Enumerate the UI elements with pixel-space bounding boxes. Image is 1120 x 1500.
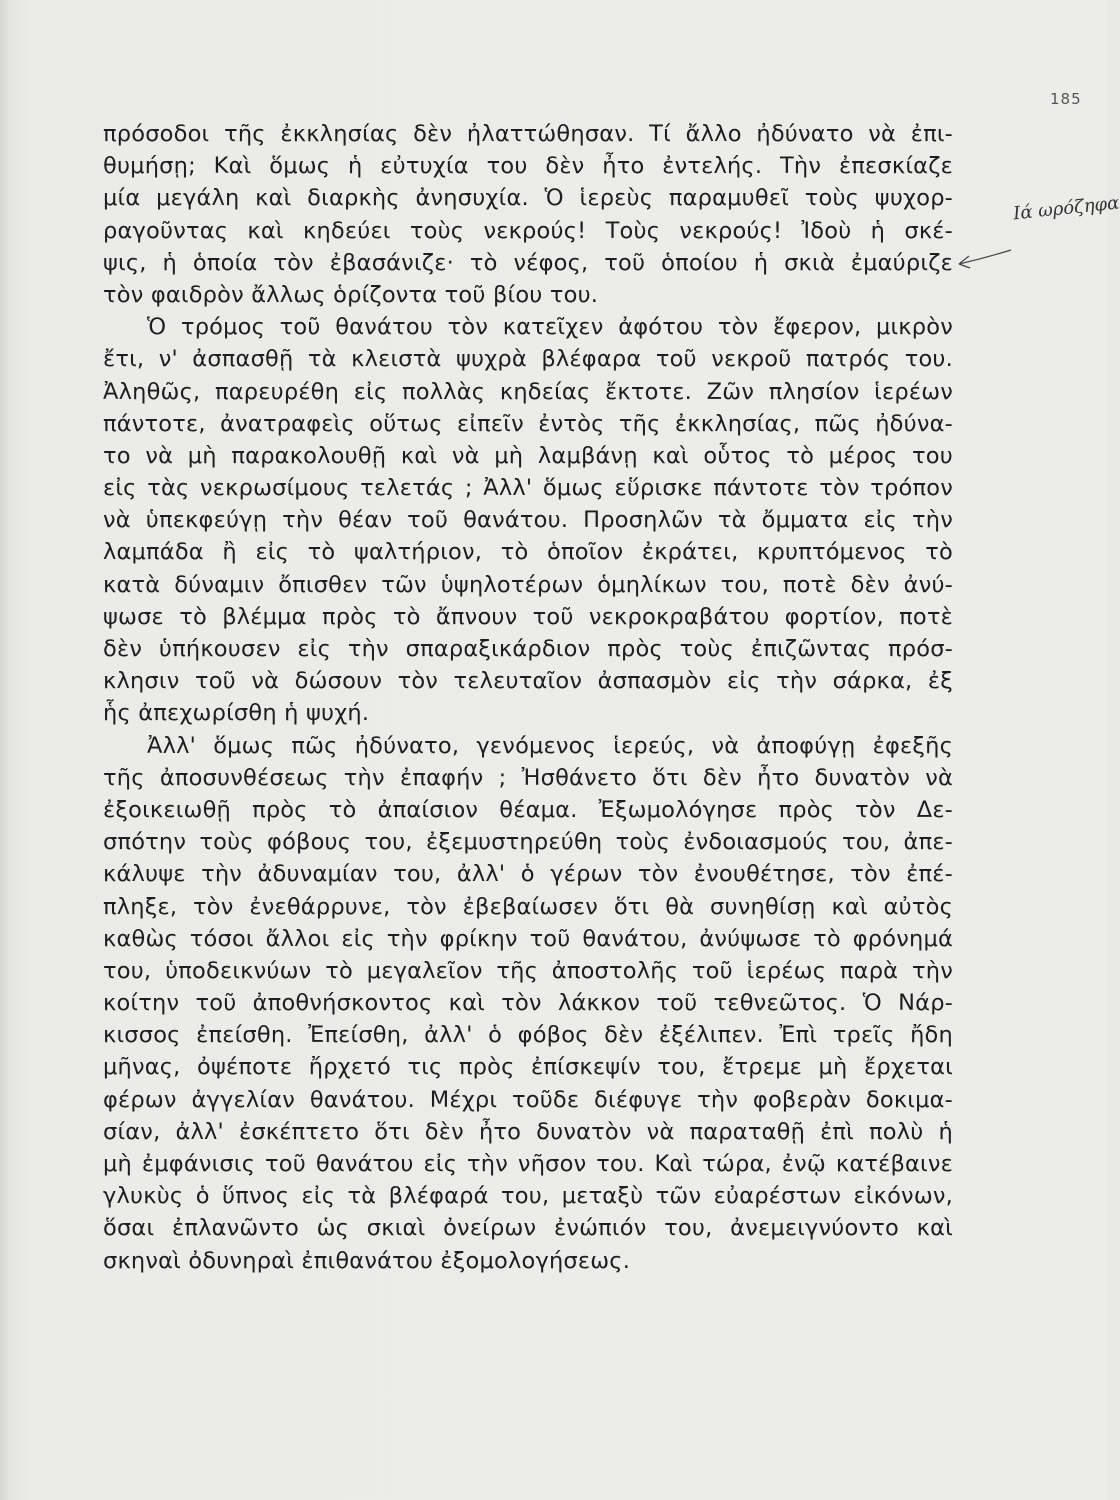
text-line: φέρων ἀγγελίαν θανάτου. Μέχρι τοῦδε διέφυγε τὴν φοβερὰν δοκιμα- [103,1086,953,1113]
handwritten-margin-note [955,192,1120,272]
text-line: εἰς τὰς νεκρωσίμους τελετάς ; Ἀλλ' ὅμως εὕρισκε πάντοτε τὸν τρόπον [103,475,953,502]
text-line: καθὼς τόσοι ἄλλοι εἰς τὴν φρίκην τοῦ θανάτου, ἀνύψωσε τὸ φρόνημά [103,925,953,952]
text-line: νὰ ὑπεκφεύγῃ τὴν θέαν τοῦ θανάτου. Προσηλῶν τὰ ὄμματα εἰς τὴν [103,507,953,534]
text-line: του, ὑποδεικνύων τὸ μεγαλεῖον τῆς ἀποστολῆς τοῦ ἱερέως παρὰ τὴν [103,957,953,984]
text-line: ἐξοικειωθῇ πρὸς τὸ ἀπαίσιον θέαμα. Ἐξωμολόγησε πρὸς τὸν Δε- [103,796,953,823]
text-line: Ἀλλ' ὅμως πῶς ἠδύνατο, γενόμενος ἱερεύς, νὰ ἀποφύγῃ ἐφεξῆς [147,732,953,759]
text-line: κισσος ἐπείσθη. Ἐπείσθη, ἀλλ' ὁ φόβος δὲν ἐξέλιπεν. Ἐπὶ τρεῖς ἤδη [103,1022,953,1049]
page-number: 185 [1050,90,1082,108]
text-line: κατὰ δύναμιν ὄπισθεν τῶν ὑψηλοτέρων ὁμηλίκων του, ποτὲ δὲν ἀνύ- [103,571,953,598]
text-line: πληξε, τὸν ἐνεθάρρυνε, τὸν ἐβεβαίωσεν ὅτι θὰ συνηθίσῃ καὶ αὐτὸς [103,893,953,920]
text-line: τὸν φαιδρὸν ἄλλως ὁρίζοντα τοῦ βίου του. [103,281,599,308]
text-line: μὴ ἐμφάνισις τοῦ θανάτου εἰς τὴν νῆσον του. Καὶ τώρα, ἐνῷ κατέβαινε [103,1151,953,1177]
text-line: ἧς ἀπεχωρίσθη ἡ ψυχή. [103,700,370,727]
text-line: πρόσοδοι τῆς ἐκκλησίας δὲν ἠλαττώθησαν. Τί ἄλλο ἠδύνατο νὰ ἐπι- [103,121,953,147]
text-line: ψωσε τὸ βλέμμα πρὸς τὸ ἄπνουν τοῦ νεκροκραβάτου φορτίον, ποτὲ [103,603,953,630]
text-line: κλησιν τοῦ νὰ δώσουν τὸν τελευταῖον ἀσπασμὸν εἰς τὴν σάρκα, ἐξ [103,668,953,695]
text-line: κάλυψε τὴν ἀδυναμίαν του, ἀλλ' ὁ γέρων τὸν ἐνουθέτησε, τὸν ἐπέ- [103,861,953,888]
text-line: σκηναὶ ὀδυνηραὶ ἐπιθανάτου ἐξομολογήσεως. [103,1247,631,1274]
text-line: ὅσαι ἐπλανῶντο ὡς σκιαὶ ὀνείρων ἐνώπιόν του, ἀνεμειγνύοντο καὶ [103,1215,953,1242]
margin-note-text: Ιά ωρόζηφα [1012,192,1120,225]
text-line: πάντοτε, ἀνατραφεὶς οὕτως εἰπεῖν ἐντὸς τῆς ἐκκλησίας, πῶς ἠδύνα- [103,410,953,437]
text-line: κοίτην τοῦ ἀποθνήσκοντος καὶ τὸν λάκκον τοῦ τεθνεῶτος. Ὁ Νάρ- [103,990,953,1017]
text-line: ψις, ἡ ὁποία τὸν ἐβασάνιζε· τὸ νέφος, τοῦ ὁποίου ἡ σκιὰ ἐμαύριζε [103,249,953,276]
text-line: ἔτι, ν' ἀσπασθῇ τὰ κλειστὰ ψυχρὰ βλέφαρα τοῦ νεκροῦ πατρός του. [103,346,953,373]
text-line: λαμπάδα ἢ εἰς τὸ ψαλτήριον, τὸ ὁποῖον ἐκράτει, κρυπτόμενος τὸ [103,539,953,566]
text-line: Ἀληθῶς, παρευρέθη εἰς πολλὰς κηδείας ἔκτοτε. Ζῶν πλησίον ἱερέων [103,378,953,405]
text-line: σπότην τοὺς φόβους του, ἐξεμυστηρεύθη τοὺς ἐνδοιασμούς του, ἀπε- [103,829,953,856]
text-line: τῆς ἀποσυνθέσεως τὴν ἐπαφήν ; Ἠσθάνετο ὅτι δὲν ἦτο δυνατὸν νὰ [103,764,953,791]
text-line: μῆνας, ὀψέποτε ἤρχετό τις πρὸς ἐπίσκεψίν του, ἔτρεμε μὴ ἔρχεται [103,1054,953,1081]
text-line: θυμήσῃ; Καὶ ὅμως ἡ εὐτυχία του δὲν ἦτο ἐντελής. Τὴν ἐπεσκίαζε [103,153,953,180]
text-line: γλυκὺς ὁ ὕπνος εἰς τὰ βλέφαρά του, μεταξὺ τῶν εὐαρέστων εἰκόνων, [103,1183,953,1210]
text-line: ραγοῦντας καὶ κηδεύει τοὺς νεκρούς! Τοὺς νεκρούς! Ἰδοὺ ἡ σκέ- [103,217,953,244]
text-line: μία μεγάλη καὶ διαρκὴς ἀνησυχία. Ὁ ἱερεὺς παραμυθεῖ τοὺς ψυχορ- [103,185,953,212]
text-line: σίαν, ἀλλ' ἐσκέπτετο ὅτι δὲν ἦτο δυνατὸν νὰ παραταθῇ ἐπὶ πολὺ ἡ [103,1118,953,1145]
body-text [103,118,953,1277]
text-line: Ὁ τρόμος τοῦ θανάτου τὸν κατεῖχεν ἀφότου τὸν ἔφερον, μικρὸν [147,314,953,341]
text-line: το νὰ μὴ παρακολουθῇ καὶ νὰ μὴ λαμβάνῃ καὶ οὗτος τὸ μέρος του [103,442,953,469]
text-line: δὲν ὑπήκουσεν εἰς τὴν σπαραξικάρδιον πρὸς τοὺς ἐπιζῶντας πρόσ- [103,636,953,662]
